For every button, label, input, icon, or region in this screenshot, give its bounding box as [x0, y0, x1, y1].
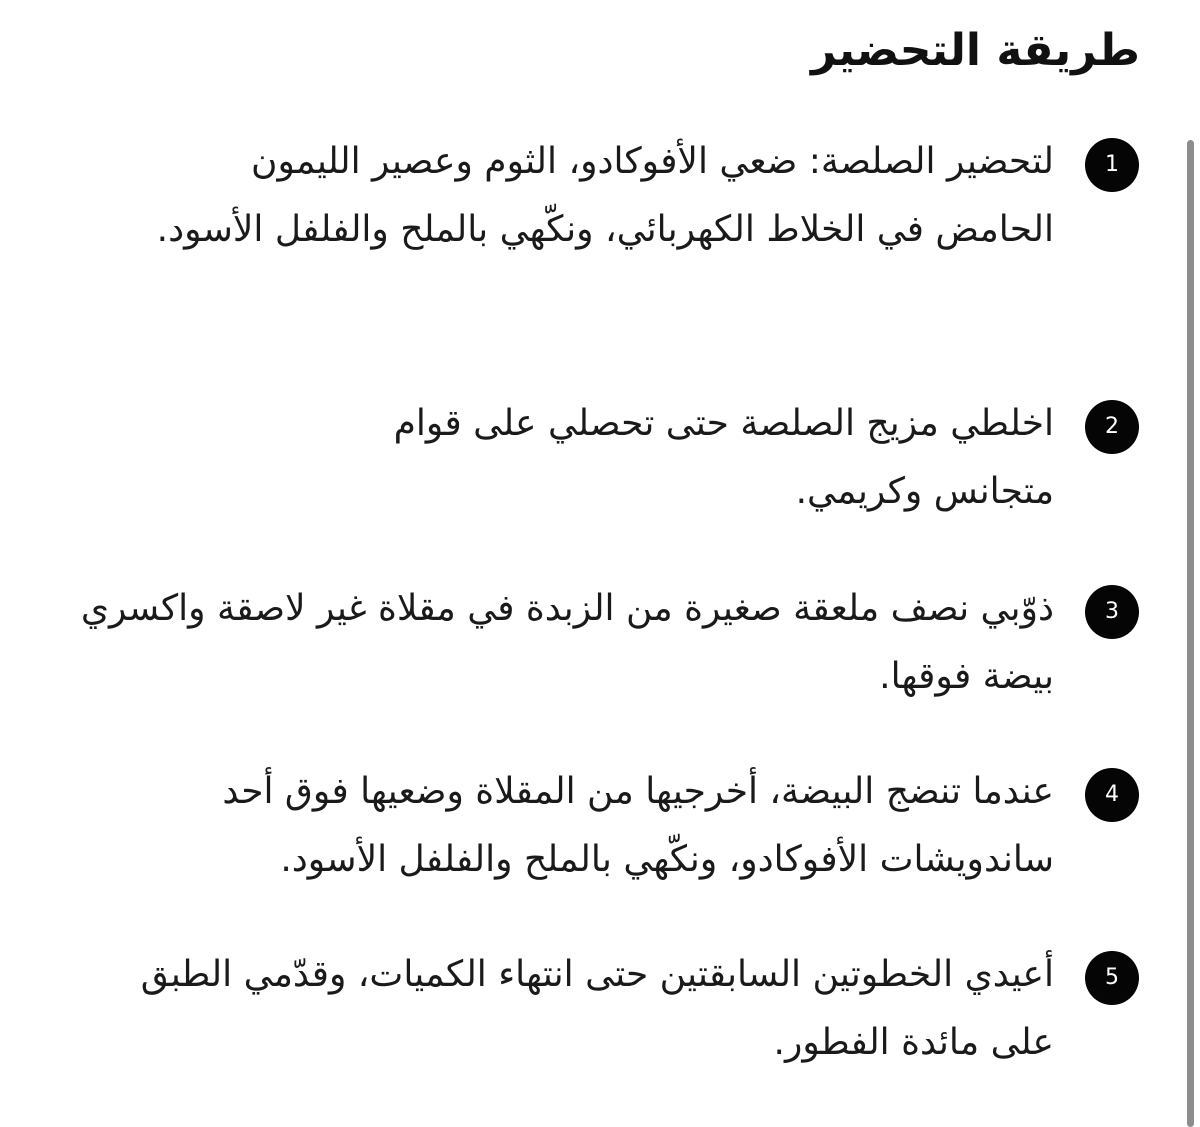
step-number-badge: 2 — [1085, 400, 1139, 454]
step-number-badge: 4 — [1085, 768, 1139, 822]
vertical-scrollbar[interactable] — [1187, 140, 1194, 1127]
step-number-badge: 5 — [1085, 951, 1139, 1005]
step-text: اخلطي مزيج الصلصة حتى تحصلي على قوام متجانس وكريمي. — [393, 403, 1054, 512]
step-text: عندما تنضج البيضة، أخرجيها من المقلاة وضعيها فوق أحد ساندويشات الأفوكادو، ونكّهي بالملح والفلفل الأسود. — [222, 771, 1054, 880]
step-number-badge: 3 — [1085, 585, 1139, 639]
step-number-badge: 1 — [1085, 138, 1139, 192]
step-text: أعيدي الخطوتين السابقتين حتى انتهاء الكميات، وقدّمي الطبق على مائدة الفطور. — [140, 954, 1054, 1063]
step-text: ذوّبي نصف ملعقة صغيرة من الزبدة في مقلاة غير لاصقة واكسري بيضة فوقها. — [80, 588, 1054, 697]
step-text: لتحضير الصلصة: ضعي الأفوكادو، الثوم وعصير الليمون الحامض في الخلاط الكهربائي، ونكّهي بالملح والفلفل الأسود. — [156, 141, 1054, 250]
section-title: طريقة التحضير — [811, 25, 1140, 76]
